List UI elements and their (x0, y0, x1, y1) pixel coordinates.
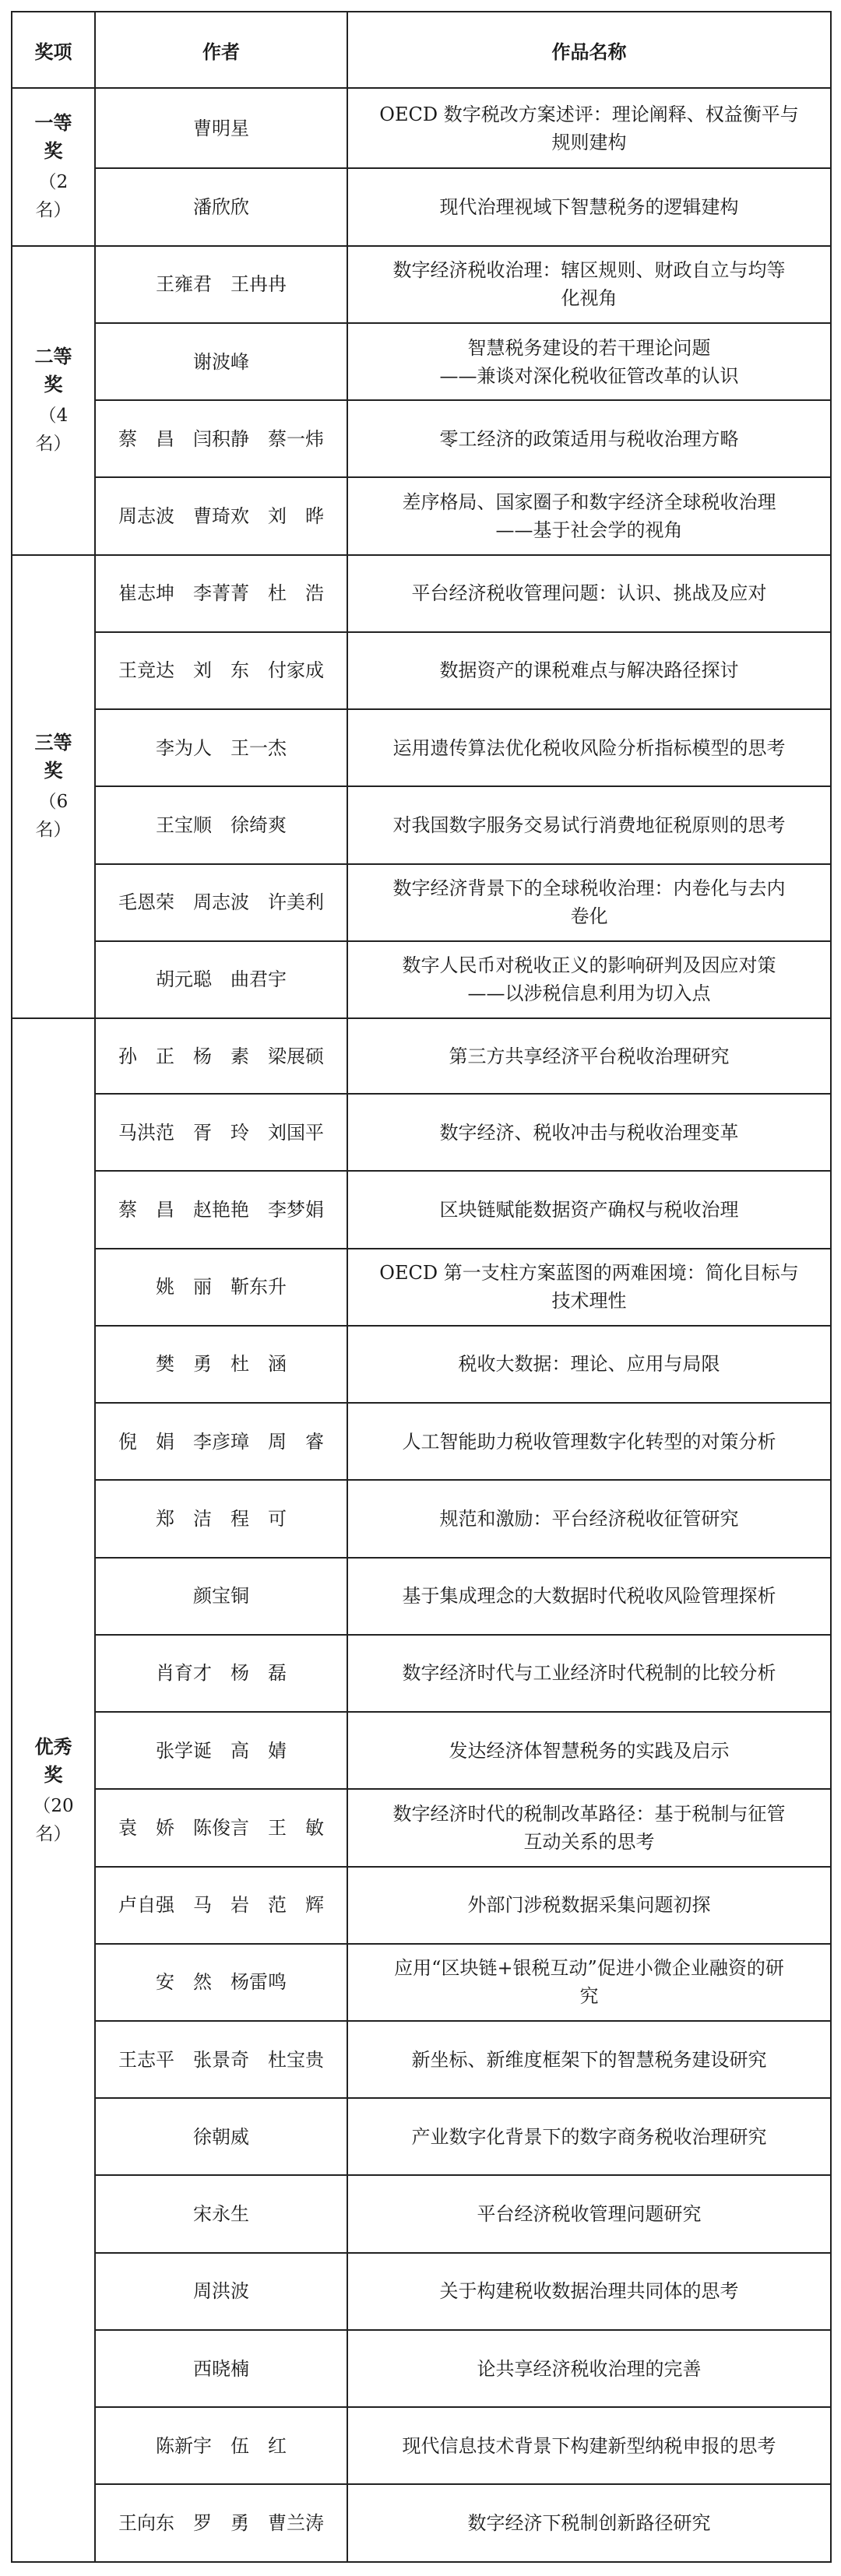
work-title-line: ——兼谈对深化税收征管改革的认识 (439, 364, 739, 387)
table-row (12, 323, 831, 400)
work-title-cell (347, 2175, 831, 2252)
authors-cell: 张学诞 高 婧 (95, 1712, 347, 1789)
header-row (12, 12, 831, 88)
table-row (12, 1094, 831, 1171)
work-title-line: 第三方共享经济平台税收治理研究 (449, 1045, 730, 1067)
work-title-line: 数字经济时代与工业经济时代税制的比较分析 (402, 1662, 776, 1685)
table-row (12, 1789, 831, 1866)
authors-cell: 郑 洁 程 可 (95, 1480, 347, 1557)
authors-cell: 徐朝威 (95, 2098, 347, 2175)
work-title-line: 互动关系的思考 (523, 1830, 655, 1853)
work-title-line: 规则建构 (551, 131, 627, 153)
work-title-cell (347, 323, 831, 400)
table-row (12, 709, 831, 786)
work-title-cell (347, 864, 831, 941)
work-title-line: 数字经济下税制创新路径研究 (467, 2512, 711, 2535)
authors-cell: 蔡 昌 赵艳艳 李梦娟 (95, 1171, 347, 1248)
work-title-line: 数字经济、税收冲击与税收治理变革 (439, 1121, 739, 1144)
table-row (12, 1018, 831, 1094)
table-row (12, 2175, 831, 2252)
table-row (12, 88, 831, 168)
table-row (12, 2484, 831, 2562)
award-table (11, 11, 832, 2563)
work-title-line: 论共享经济税收治理的完善 (477, 2357, 702, 2380)
work-title-line: 究 (579, 1985, 599, 2008)
authors-cell: 马洪范 胥 玲 刘国平 (95, 1094, 347, 1171)
header-award: 奖项 (12, 12, 95, 88)
award-level-label: 二等奖 (34, 345, 72, 396)
authors-cell: 肖育才 杨 磊 (95, 1635, 347, 1712)
work-title-line: 数字经济背景下的全球税收治理：内卷化与去内 (392, 877, 786, 900)
authors-cell: 姚 丽 靳东升 (95, 1249, 347, 1326)
work-title-line: ——基于社会学的视角 (495, 519, 683, 542)
work-title-cell (347, 1712, 831, 1789)
work-title-cell (347, 1018, 831, 1094)
authors-cell: 李为人 王一杰 (95, 709, 347, 786)
authors-cell: 蔡 昌 闫积静 蔡一炜 (95, 400, 347, 477)
table-row (12, 632, 831, 709)
authors-cell: 卢自强 马 岩 范 辉 (95, 1867, 347, 1944)
authors-cell: 王雍君 王冉冉 (95, 246, 347, 323)
table-row (12, 1712, 831, 1789)
work-title-cell (347, 1326, 831, 1403)
work-title-line: 智慧税务建设的若干理论问题 (467, 336, 711, 359)
table-row (12, 1326, 831, 1403)
work-title-line: 平台经济税收管理问题研究 (477, 2203, 702, 2226)
work-title-line: 数字经济时代的税制改革路径：基于税制与征管 (392, 1802, 786, 1825)
authors-cell: 王志平 张景奇 杜宝贵 (95, 2021, 347, 2098)
work-title-line: 数据资产的课税难点与解决路径探讨 (439, 659, 739, 682)
authors-cell: 谢波峰 (95, 323, 347, 400)
authors-cell: 曹明星 (95, 88, 347, 168)
work-title-line: 现代信息技术背景下构建新型纳税申报的思考 (402, 2434, 776, 2457)
work-title-cell (347, 1171, 831, 1248)
table-row (12, 786, 831, 863)
work-title-cell (347, 1094, 831, 1171)
authors-cell: 孙 正 杨 素 梁展硕 (95, 1018, 347, 1094)
authors-cell: 宋永生 (95, 2175, 347, 2252)
award-level-cell (12, 88, 95, 246)
work-title-line: 现代治理视域下智慧税务的逻辑建构 (439, 196, 739, 219)
table-row (12, 555, 831, 632)
award-level-label: 优秀奖 (34, 1734, 72, 1786)
work-title-line: 新坐标、新维度框架下的智慧税务建设研究 (411, 2048, 767, 2071)
work-title-cell (347, 168, 831, 245)
authors-cell: 安 然 杨雷鸣 (95, 1944, 347, 2021)
table-row (12, 1403, 831, 1480)
work-title-line: 应用“区块链+银税互动”促进小微企业融资的研 (394, 1957, 784, 1980)
work-title-cell (347, 246, 831, 323)
authors-cell: 胡元聪 曲君宇 (95, 941, 347, 1018)
work-title-line: ——以涉税信息利用为切入点 (467, 982, 711, 1005)
award-level-cell (12, 555, 95, 1018)
work-title-line: 对我国数字服务交易试行消费地征税原则的思考 (392, 814, 786, 836)
table-row (12, 2407, 831, 2484)
award-level-cell (12, 246, 95, 555)
authors-cell: 周洪波 (95, 2253, 347, 2330)
work-title-line: 数字经济税收治理：辖区规则、财政自立与均等 (392, 259, 786, 282)
table-row (12, 1249, 831, 1326)
authors-cell: 颜宝铜 (95, 1558, 347, 1635)
work-title-cell (347, 1635, 831, 1712)
authors-cell: 西晓楠 (95, 2330, 347, 2407)
table-row (12, 864, 831, 941)
award-level-label: 三等奖 (34, 731, 72, 782)
table-row (12, 2021, 831, 2098)
table-body (12, 88, 831, 2562)
authors-cell: 崔志坤 李菁菁 杜 浩 (95, 555, 347, 632)
table-row (12, 168, 831, 245)
table-row (12, 2253, 831, 2330)
work-title-line: 产业数字化背景下的数字商务税收治理研究 (411, 2125, 767, 2148)
work-title-cell (347, 1403, 831, 1480)
work-title-cell (347, 2330, 831, 2407)
authors-cell: 袁 娇 陈俊言 王 敏 (95, 1789, 347, 1866)
work-title-line: 平台经济税收管理问题：认识、挑战及应对 (411, 582, 767, 605)
award-count-label: （6 名） (35, 792, 72, 841)
work-title-line: 关于构建税收数据治理共同体的思考 (439, 2280, 739, 2303)
work-title-line: 化视角 (561, 287, 618, 310)
table-row (12, 477, 831, 554)
table-row (12, 1635, 831, 1712)
work-title-line: OECD 第一支柱方案蓝图的两难困境：简化目标与 (379, 1262, 799, 1284)
authors-cell: 周志波 曹琦欢 刘 晔 (95, 477, 347, 554)
work-title-cell (347, 2021, 831, 2098)
table-row (12, 400, 831, 477)
award-count-label: （20 名） (33, 1795, 74, 1844)
authors-cell: 王向东 罗 勇 曹兰涛 (95, 2484, 347, 2562)
work-title-line: 基于集成理念的大数据时代税收风险管理探析 (402, 1585, 776, 1608)
work-title-cell (347, 88, 831, 168)
table-row (12, 1171, 831, 1248)
work-title-cell (347, 1867, 831, 1944)
work-title-line: 运用遗传算法优化税收风险分析指标模型的思考 (392, 736, 786, 759)
authors-cell: 王宝顺 徐绮爽 (95, 786, 347, 863)
work-title-cell (347, 1789, 831, 1866)
work-title-cell (347, 400, 831, 477)
table-row (12, 1558, 831, 1635)
work-title-cell (347, 709, 831, 786)
authors-cell: 毛恩荣 周志波 许美利 (95, 864, 347, 941)
work-title-cell (347, 1558, 831, 1635)
work-title-line: 技术理性 (551, 1290, 627, 1313)
work-title-cell (347, 1480, 831, 1557)
header-author: 作者 (95, 12, 347, 88)
work-title-cell (347, 477, 831, 554)
work-title-line: 卷化 (570, 905, 608, 928)
work-title-line: 差序格局、国家圈子和数字经济全球税收治理 (402, 491, 776, 514)
award-level-cell (12, 1018, 95, 2562)
award-level-label: 一等奖 (34, 111, 72, 163)
work-title-cell (347, 2098, 831, 2175)
work-title-line: OECD 数字税改方案述评：理论阐释、权益衡平与 (379, 103, 799, 125)
work-title-line: 零工经济的政策适用与税收治理方略 (439, 427, 739, 450)
authors-cell: 王竞达 刘 东 付家成 (95, 632, 347, 709)
table-row (12, 941, 831, 1018)
table-row (12, 1944, 831, 2021)
work-title-cell (347, 2407, 831, 2484)
authors-cell: 倪 娟 李彦璋 周 睿 (95, 1403, 347, 1480)
work-title-cell (347, 2484, 831, 2562)
table-row (12, 2330, 831, 2407)
work-title-line: 区块链赋能数据资产确权与税收治理 (439, 1199, 739, 1221)
authors-cell: 陈新宇 伍 红 (95, 2407, 347, 2484)
header-title: 作品名称 (347, 12, 831, 88)
work-title-line: 数字人民币对税收正义的影响研判及因应对策 (402, 954, 776, 977)
work-title-line: 发达经济体智慧税务的实践及启示 (449, 1739, 730, 1762)
table-row (12, 246, 831, 323)
work-title-cell (347, 1944, 831, 2021)
table-row (12, 1867, 831, 1944)
work-title-cell (347, 941, 831, 1018)
award-count-label: （2 名） (35, 172, 72, 221)
table-row (12, 1480, 831, 1557)
work-title-cell (347, 555, 831, 632)
work-title-line: 人工智能助力税收管理数字化转型的对策分析 (402, 1430, 776, 1453)
work-title-line: 税收大数据：理论、应用与局限 (458, 1353, 720, 1376)
work-title-line: 规范和激励：平台经济税收征管研究 (439, 1507, 739, 1530)
table-row (12, 2098, 831, 2175)
work-title-line: 外部门涉税数据采集问题初探 (467, 1894, 711, 1917)
work-title-cell (347, 1249, 831, 1326)
award-count-label: （4 名） (35, 406, 72, 455)
work-title-cell (347, 786, 831, 863)
authors-cell: 潘欣欣 (95, 168, 347, 245)
work-title-cell (347, 632, 831, 709)
authors-cell: 樊 勇 杜 涵 (95, 1326, 347, 1403)
work-title-cell (347, 2253, 831, 2330)
